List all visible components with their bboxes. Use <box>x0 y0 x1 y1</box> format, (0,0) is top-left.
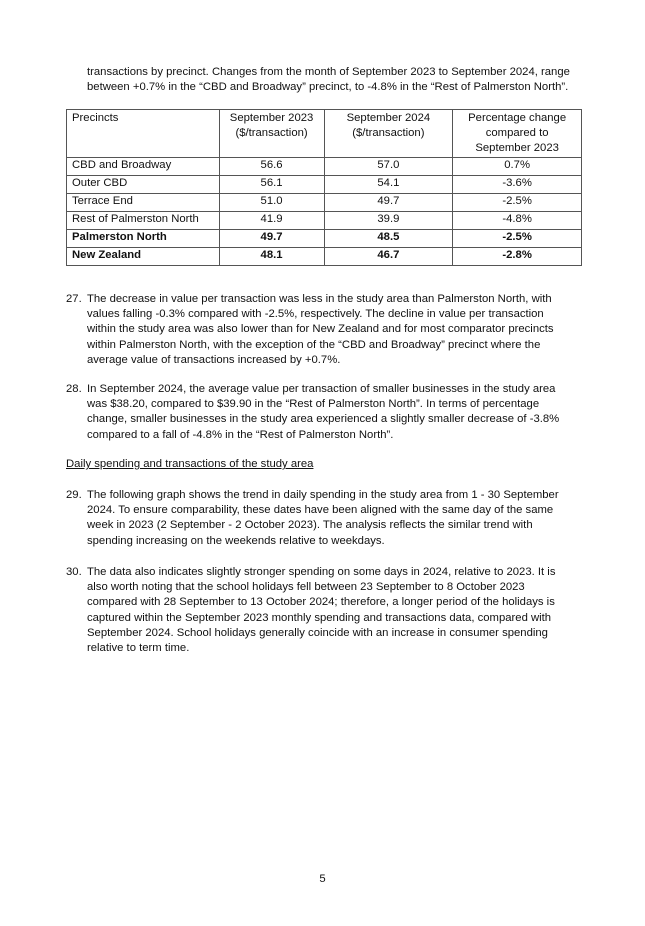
cell-change: -4.8% <box>453 211 582 229</box>
cell-change: -2.5% <box>453 193 582 211</box>
cell-sep-2024: 39.9 <box>324 211 453 229</box>
paragraph-27 <box>66 292 566 368</box>
header-precincts: Precincts <box>67 110 220 158</box>
paragraph-number: 28. <box>66 383 82 395</box>
cell-sep-2023: 49.7 <box>219 229 324 247</box>
header-percentage-change: Percentage change compared to September 2023 <box>453 110 582 158</box>
intro-paragraph: transactions by precinct. Changes from the month of September 2023 to September 2024, range between +0.7% in the “CBD and Broadway” precinct, to -4.8% in the “Rest of Palmerston North”. <box>87 66 570 94</box>
cell-sep-2023: 51.0 <box>219 193 324 211</box>
precinct-value-table <box>66 109 582 266</box>
cell-precinct: Outer CBD <box>67 175 220 193</box>
table-row <box>67 211 582 229</box>
page-number: 5 <box>319 873 326 885</box>
paragraph-text: The data also indicates slightly stronger spending on some days in 2024, relative to 2023. It is also worth noting that the school holidays fell between 23 September to 8 October 2023 compared with 28 September to 13 October 2024; therefore, a longer period of the holidays is captured within the September 2023 monthly spending and transactions data, compared with September 2024. School holidays generally coincide with an increase in consumer spending relative to term time. <box>87 566 556 655</box>
table-row-total <box>67 247 582 265</box>
cell-sep-2023: 56.1 <box>219 175 324 193</box>
paragraph-number: 30. <box>66 566 82 578</box>
paragraph-30 <box>66 565 566 656</box>
cell-sep-2024: 48.5 <box>324 229 453 247</box>
paragraph-text: The following graph shows the trend in daily spending in the study area from 1 - 30 September 2024. To ensure comparability, these dates have been aligned with the same day of the same week in 2023 (2 September - 2 October 2023). The analysis reflects the similar trend with spending increasing on the weekends relative to weekdays. <box>87 489 559 547</box>
table-row <box>67 175 582 193</box>
cell-precinct: Rest of Palmerston North <box>67 211 220 229</box>
table-row-total <box>67 229 582 247</box>
cell-precinct: Terrace End <box>67 193 220 211</box>
cell-sep-2024: 54.1 <box>324 175 453 193</box>
cell-precinct: New Zealand <box>67 247 220 265</box>
section-heading: Daily spending and transactions of the study area <box>66 458 314 470</box>
table-header-row <box>67 110 582 158</box>
cell-sep-2024: 57.0 <box>324 157 453 175</box>
paragraph-number: 27. <box>66 293 82 305</box>
cell-sep-2024: 49.7 <box>324 193 453 211</box>
cell-change: 0.7% <box>453 157 582 175</box>
cell-precinct: CBD and Broadway <box>67 157 220 175</box>
cell-change: -2.8% <box>453 247 582 265</box>
cell-precinct: Palmerston North <box>67 229 220 247</box>
paragraph-number: 29. <box>66 489 82 501</box>
cell-sep-2023: 56.6 <box>219 157 324 175</box>
cell-change: -2.5% <box>453 229 582 247</box>
paragraph-29 <box>66 488 566 549</box>
paragraph-text: In September 2024, the average value per transaction of smaller businesses in the study area was $38.20, compared to $39.90 in the “Rest of Palmerston North”. In terms of percentage change, smaller businesses in the study area experienced a slightly smaller decrease of -3.8% compared to a fall of -4.8% in the “Rest of Palmerston North”. <box>87 383 560 441</box>
cell-sep-2023: 48.1 <box>219 247 324 265</box>
cell-sep-2024: 46.7 <box>324 247 453 265</box>
header-sep-2023: September 2023 ($/transaction) <box>219 110 324 158</box>
table-row <box>67 157 582 175</box>
header-sep-2024: September 2024 ($/transaction) <box>324 110 453 158</box>
cell-sep-2023: 41.9 <box>219 211 324 229</box>
paragraph-text: The decrease in value per transaction was less in the study area than Palmerston North, with values falling -0.3% compared with -2.5%, respectively. The decline in value per transaction within the study area was also lower than for New Zealand and for most comparator precincts within Palmerston North, with the exception of the “CBD and Broadway” precinct where the average value of transactions increased by +0.7%. <box>87 293 554 366</box>
cell-change: -3.6% <box>453 175 582 193</box>
table-row <box>67 193 582 211</box>
paragraph-28 <box>66 382 566 443</box>
